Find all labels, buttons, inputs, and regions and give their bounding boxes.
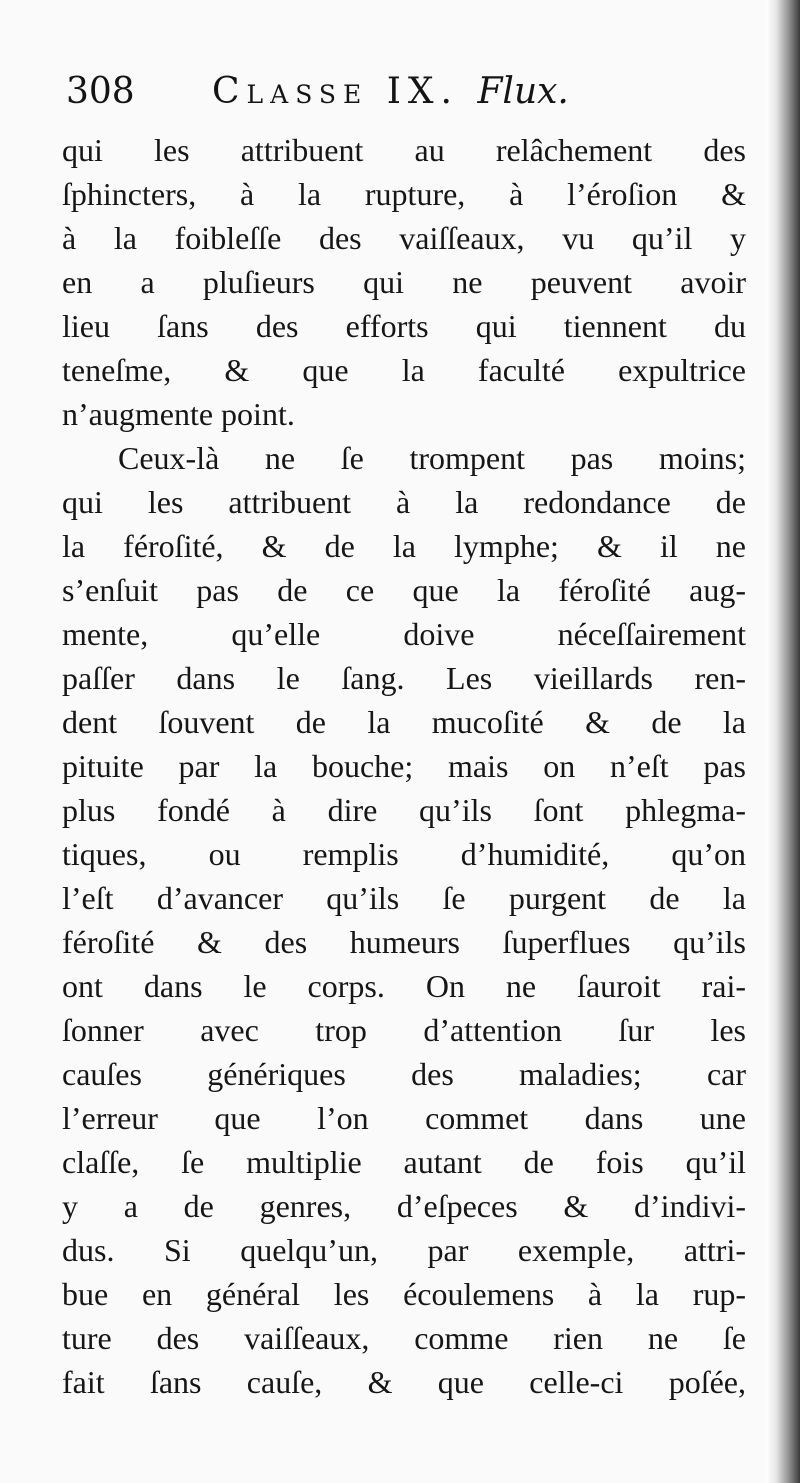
text-line: lieu ſans des efforts qui tiennent du (62, 308, 746, 344)
text-line: ture des vaiſſeaux, comme rien ne ſe (62, 1320, 746, 1356)
running-title-subject: Flux. (477, 71, 569, 112)
paragraph-start-line: Ceux-là ne ſe trompent pas moins; (118, 440, 746, 476)
text-line: la féroſité, & de la lymphe; & il ne (62, 528, 746, 564)
text-line: claſſe, ſe multiplie autant de fois qu’il (62, 1144, 746, 1180)
running-title-class: Classe IX. (212, 71, 459, 112)
text-line: l’erreur que l’on commet dans une (62, 1100, 746, 1136)
text-line: dent ſouvent de la mucoſité & de la (62, 704, 746, 740)
text-line: fait ſans cauſe, & que celle-ci poſée, (62, 1364, 746, 1400)
text-line: qui les attribuent au relâchement des (62, 132, 746, 168)
text-line: l’eſt d’avancer qu’ils ſe purgent de la (62, 880, 746, 916)
text-line: paſſer dans le ſang. Les vieillards ren- (62, 660, 746, 696)
text-line: y a de genres, d’eſpeces & d’indivi- (62, 1188, 746, 1224)
text-line: qui les attribuent à la redondance de (62, 484, 746, 520)
running-title (212, 62, 569, 122)
text-line: bue en général les écoulemens à la rup- (62, 1276, 746, 1312)
text-line: ſonner avec trop d’attention ſur les (62, 1012, 746, 1048)
text-line: pituite par la bouche; mais on n’eſt pas (62, 748, 746, 784)
text-line: n’augmente point. (62, 396, 295, 432)
text-line: s’enſuit pas de ce que la féroſité aug- (62, 572, 746, 608)
text-line: à la foibleſſe des vaiſſeaux, vu qu’il y (62, 220, 746, 256)
text-line: féroſité & des humeurs ſuperflues qu’ils (62, 924, 746, 960)
page-binding-edge (766, 0, 800, 1483)
page-header (66, 62, 746, 122)
text-line: mente, qu’elle doive néceſſairement (62, 616, 746, 652)
text-line: dus. Si quelqu’un, par exemple, attri- (62, 1232, 746, 1268)
text-line: tiques, ou remplis d’humidité, qu’on (62, 836, 746, 872)
text-line: en a pluſieurs qui ne peuvent avoir (62, 264, 746, 300)
text-line: plus fondé à dire qu’ils ſont phlegma- (62, 792, 746, 828)
text-line: ſphincters, à la rupture, à l’éroſion & (62, 176, 746, 212)
body-text (62, 128, 746, 1404)
page-number: 308 (66, 71, 135, 112)
text-line: teneſme, & que la faculté expultrice (62, 352, 746, 388)
text-line: cauſes génériques des maladies; car (62, 1056, 746, 1092)
text-line: ont dans le corps. On ne ſauroit rai- (62, 968, 746, 1004)
